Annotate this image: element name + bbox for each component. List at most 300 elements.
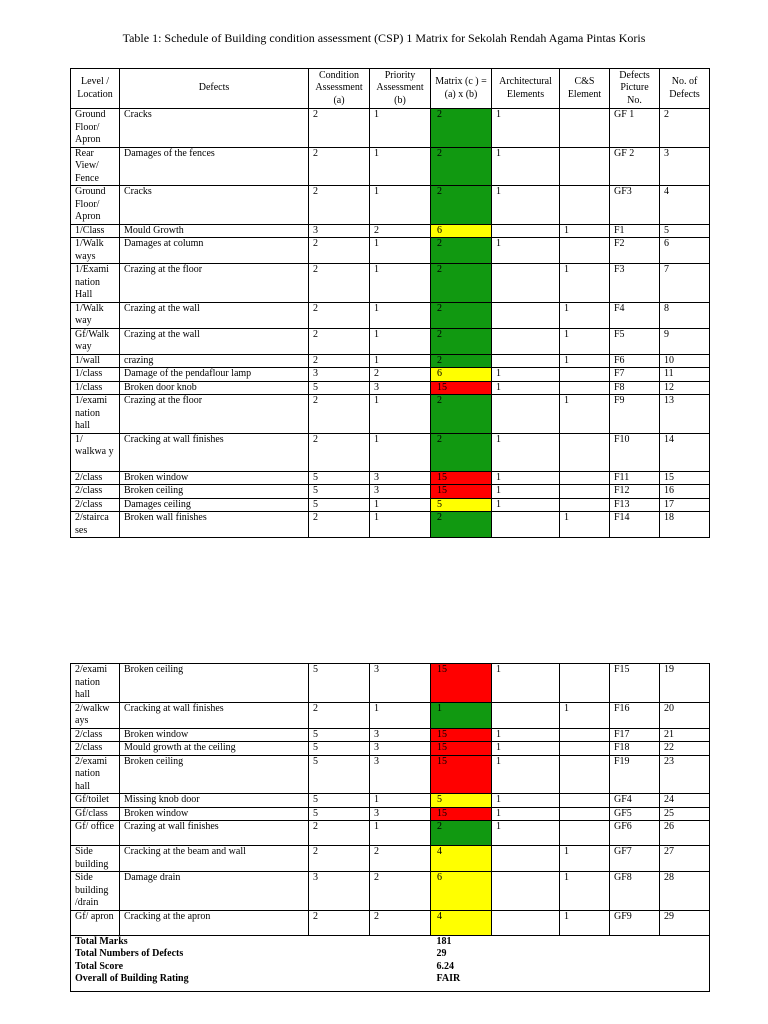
- location-cell: 2/class: [71, 485, 120, 499]
- number-cell: 19: [660, 664, 710, 703]
- matrix-cell: 6: [431, 224, 492, 238]
- condition-cell: 3: [309, 872, 370, 911]
- picture-cell: F10: [610, 433, 660, 471]
- location-cell: 2/exami nation hall: [71, 755, 120, 794]
- location-cell: 1/wall: [71, 354, 120, 368]
- location-cell: Gf/toilet: [71, 794, 120, 808]
- table-row: [71, 354, 710, 368]
- totals-blank: [492, 948, 710, 961]
- defect-cell: Mould Growth: [120, 224, 309, 238]
- table-row: [71, 395, 710, 434]
- architectural-cell: 1: [492, 755, 560, 794]
- priority-cell: 1: [370, 354, 431, 368]
- table-row: [71, 109, 710, 148]
- architectural-cell: 1: [492, 728, 560, 742]
- table-row: [71, 742, 710, 756]
- number-cell: 14: [660, 433, 710, 471]
- condition-cell: 5: [309, 485, 370, 499]
- architectural-cell: [492, 702, 560, 728]
- matrix-cell: 2: [431, 302, 492, 328]
- matrix-cell: 15: [431, 755, 492, 794]
- priority-cell: 2: [370, 368, 431, 382]
- table-row: [71, 512, 710, 538]
- picture-cell: F15: [610, 664, 660, 703]
- condition-cell: 2: [309, 264, 370, 303]
- architectural-cell: 1: [492, 485, 560, 499]
- priority-cell: 3: [370, 485, 431, 499]
- location-cell: Gf/ office: [71, 821, 120, 846]
- location-cell: 1/Class: [71, 224, 120, 238]
- picture-cell: F6: [610, 354, 660, 368]
- totals-value: 181: [431, 935, 492, 948]
- location-cell: 1/class: [71, 368, 120, 382]
- priority-cell: 1: [370, 186, 431, 225]
- condition-cell: 5: [309, 742, 370, 756]
- defect-cell: Broken ceiling: [120, 755, 309, 794]
- location-cell: 2/class: [71, 742, 120, 756]
- matrix-cell: 15: [431, 728, 492, 742]
- picture-cell: F7: [610, 368, 660, 382]
- condition-cell: 2: [309, 186, 370, 225]
- cs-cell: [560, 742, 610, 756]
- condition-cell: 2: [309, 147, 370, 186]
- matrix-cell: 2: [431, 238, 492, 264]
- matrix-cell: 2: [431, 395, 492, 434]
- table-row: [71, 224, 710, 238]
- condition-cell: 5: [309, 381, 370, 395]
- priority-cell: 1: [370, 109, 431, 148]
- number-cell: 18: [660, 512, 710, 538]
- architectural-cell: 1: [492, 147, 560, 186]
- picture-cell: F14: [610, 512, 660, 538]
- priority-cell: 3: [370, 664, 431, 703]
- cs-cell: [560, 147, 610, 186]
- condition-cell: 5: [309, 664, 370, 703]
- header-architectural: Architectural Elements: [492, 69, 560, 109]
- defect-cell: Crazing at the floor: [120, 264, 309, 303]
- location-cell: 1/Exami nation Hall: [71, 264, 120, 303]
- defect-cell: Damages of the fences: [120, 147, 309, 186]
- defect-cell: Damage drain: [120, 872, 309, 911]
- number-cell: 13: [660, 395, 710, 434]
- picture-cell: F4: [610, 302, 660, 328]
- totals-blank: [492, 935, 710, 948]
- priority-cell: 1: [370, 147, 431, 186]
- number-cell: 21: [660, 728, 710, 742]
- matrix-cell: 5: [431, 794, 492, 808]
- condition-cell: 2: [309, 302, 370, 328]
- priority-cell: 1: [370, 264, 431, 303]
- location-cell: Gf/Walk way: [71, 328, 120, 354]
- location-cell: 1/exami nation hall: [71, 395, 120, 434]
- number-cell: 10: [660, 354, 710, 368]
- picture-cell: F19: [610, 755, 660, 794]
- table-caption: Table 1: Schedule of Building condition assessment (CSP) 1 Matrix for Sekolah Rendah Agama Pintas Koris: [122, 31, 646, 45]
- picture-cell: F12: [610, 485, 660, 499]
- priority-cell: 1: [370, 702, 431, 728]
- number-cell: 27: [660, 846, 710, 872]
- architectural-cell: 1: [492, 807, 560, 821]
- number-cell: 11: [660, 368, 710, 382]
- totals-value: 29: [436, 948, 447, 959]
- table-row: [71, 872, 710, 911]
- header-condition: Condition Assessment (a): [309, 69, 370, 109]
- number-cell: 12: [660, 381, 710, 395]
- priority-cell: 2: [370, 224, 431, 238]
- table-row: [71, 485, 710, 499]
- architectural-cell: 1: [492, 794, 560, 808]
- header-defects: Defects: [120, 69, 309, 109]
- cs-cell: 1: [560, 702, 610, 728]
- condition-cell: 2: [309, 512, 370, 538]
- location-cell: Ground Floor/ Apron: [71, 109, 120, 148]
- cs-cell: [560, 755, 610, 794]
- location-cell: Gf/ apron: [71, 910, 120, 935]
- totals-section: [71, 935, 710, 991]
- picture-cell: F9: [610, 395, 660, 434]
- table-row: [71, 147, 710, 186]
- matrix-cell: 2: [431, 264, 492, 303]
- priority-cell: 1: [370, 302, 431, 328]
- picture-cell: F16: [610, 702, 660, 728]
- matrix-cell: 2: [431, 821, 492, 846]
- priority-cell: 2: [370, 872, 431, 911]
- picture-cell: F11: [610, 471, 660, 485]
- architectural-cell: [492, 846, 560, 872]
- table-row: [71, 264, 710, 303]
- cs-cell: 1: [560, 224, 610, 238]
- defect-cell: Broken wall finishes: [120, 512, 309, 538]
- table-row: [71, 821, 710, 846]
- cs-cell: [560, 728, 610, 742]
- picture-cell: F1: [610, 224, 660, 238]
- matrix-cell: 15: [431, 664, 492, 703]
- cs-cell: [560, 485, 610, 499]
- architectural-cell: 1: [492, 368, 560, 382]
- condition-cell: 5: [309, 794, 370, 808]
- priority-cell: 3: [370, 807, 431, 821]
- number-cell: 22: [660, 742, 710, 756]
- condition-cell: 2: [309, 238, 370, 264]
- location-cell: 1/class: [71, 381, 120, 395]
- matrix-cell: 6: [431, 872, 492, 911]
- header-row: [71, 69, 710, 109]
- totals-label: Total Marks: [71, 935, 431, 948]
- priority-cell: 1: [370, 238, 431, 264]
- defect-cell: Crazing at the floor: [120, 395, 309, 434]
- location-cell: Rear View/ Fence: [71, 147, 120, 186]
- architectural-cell: [492, 328, 560, 354]
- picture-cell: GF5: [610, 807, 660, 821]
- assessment-table-bottom: [70, 663, 710, 992]
- priority-cell: 1: [370, 498, 431, 512]
- cs-cell: [560, 186, 610, 225]
- cs-cell: 1: [560, 512, 610, 538]
- location-cell: Side building /drain: [71, 872, 120, 911]
- location-cell: 2/walkw ays: [71, 702, 120, 728]
- cs-cell: 1: [560, 395, 610, 434]
- condition-cell: 2: [309, 702, 370, 728]
- table-row: [71, 471, 710, 485]
- header-picture: Defects Picture No.: [610, 69, 660, 109]
- architectural-cell: [492, 224, 560, 238]
- condition-cell: 2: [309, 395, 370, 434]
- totals-label: Total Score: [71, 961, 431, 974]
- number-cell: 4: [660, 186, 710, 225]
- architectural-cell: 1: [492, 109, 560, 148]
- location-cell: 1/Walk ways: [71, 238, 120, 264]
- number-cell: 20: [660, 702, 710, 728]
- defect-cell: Broken ceiling: [120, 664, 309, 703]
- table-row: [71, 702, 710, 728]
- condition-cell: 2: [309, 821, 370, 846]
- architectural-cell: 1: [492, 238, 560, 264]
- totals-row: [71, 935, 710, 948]
- condition-cell: 2: [309, 109, 370, 148]
- cs-cell: [560, 821, 610, 846]
- condition-cell: 5: [309, 807, 370, 821]
- location-cell: 2/exami nation hall: [71, 664, 120, 703]
- architectural-cell: [492, 354, 560, 368]
- matrix-cell: 2: [431, 433, 492, 471]
- picture-cell: F13: [610, 498, 660, 512]
- picture-cell: F2: [610, 238, 660, 264]
- number-cell: 17: [660, 498, 710, 512]
- number-cell: 25: [660, 807, 710, 821]
- matrix-cell: 15: [431, 381, 492, 395]
- defect-cell: Broken window: [120, 728, 309, 742]
- number-cell: 3: [660, 147, 710, 186]
- number-cell: 8: [660, 302, 710, 328]
- number-cell: 2: [660, 109, 710, 148]
- priority-cell: 1: [370, 328, 431, 354]
- picture-cell: F3: [610, 264, 660, 303]
- condition-cell: 3: [309, 224, 370, 238]
- condition-cell: 2: [309, 328, 370, 354]
- table-row: [71, 664, 710, 703]
- cs-cell: [560, 433, 610, 471]
- condition-cell: 3: [309, 368, 370, 382]
- picture-cell: F17: [610, 728, 660, 742]
- matrix-cell: 15: [431, 471, 492, 485]
- matrix-cell: 1: [431, 702, 492, 728]
- priority-cell: 2: [370, 910, 431, 935]
- totals-blank: [492, 961, 710, 974]
- condition-cell: 5: [309, 471, 370, 485]
- condition-cell: 5: [309, 728, 370, 742]
- cs-cell: [560, 807, 610, 821]
- architectural-cell: [492, 395, 560, 434]
- picture-cell: GF4: [610, 794, 660, 808]
- header-location: Level / Location: [71, 69, 120, 109]
- architectural-cell: [492, 872, 560, 911]
- header-priority: Priority Assessment (b): [370, 69, 431, 109]
- totals-row: [71, 973, 710, 991]
- priority-cell: 1: [370, 794, 431, 808]
- assessment-table-top: [70, 68, 710, 538]
- condition-cell: 2: [309, 354, 370, 368]
- defect-cell: Crazing at the wall: [120, 328, 309, 354]
- matrix-cell: 15: [431, 485, 492, 499]
- priority-cell: 2: [370, 846, 431, 872]
- defect-cell: Damage of the pendaflour lamp: [120, 368, 309, 382]
- location-cell: Gf/class: [71, 807, 120, 821]
- matrix-cell: 2: [431, 354, 492, 368]
- priority-cell: 3: [370, 755, 431, 794]
- architectural-cell: [492, 264, 560, 303]
- defect-cell: Crazing at wall finishes: [120, 821, 309, 846]
- number-cell: 24: [660, 794, 710, 808]
- number-cell: 5: [660, 224, 710, 238]
- defect-cell: Missing knob door: [120, 794, 309, 808]
- cs-cell: [560, 381, 610, 395]
- cs-cell: 1: [560, 354, 610, 368]
- totals-label: Total Numbers of Defects: [71, 948, 431, 961]
- number-cell: 7: [660, 264, 710, 303]
- number-cell: 15: [660, 471, 710, 485]
- condition-cell: 2: [309, 846, 370, 872]
- architectural-cell: 1: [492, 471, 560, 485]
- header-number: No. of Defects: [660, 69, 710, 109]
- defect-cell: Damages at column: [120, 238, 309, 264]
- table-row: [71, 238, 710, 264]
- architectural-cell: [492, 910, 560, 935]
- priority-cell: 1: [370, 395, 431, 434]
- header-matrix: Matrix (c ) = (a) x (b): [431, 69, 492, 109]
- table-row: [71, 728, 710, 742]
- number-cell: 16: [660, 485, 710, 499]
- defect-cell: Broken door knob: [120, 381, 309, 395]
- defect-cell: Broken window: [120, 471, 309, 485]
- matrix-cell: 2: [431, 109, 492, 148]
- architectural-cell: 1: [492, 433, 560, 471]
- matrix-cell: 4: [431, 910, 492, 935]
- matrix-cell: 4: [431, 846, 492, 872]
- location-cell: 2/class: [71, 498, 120, 512]
- defect-cell: Cracking at wall finishes: [120, 702, 309, 728]
- priority-cell: 1: [370, 512, 431, 538]
- priority-cell: 3: [370, 742, 431, 756]
- location-cell: 1/ walkwa y: [71, 433, 120, 471]
- number-cell: 26: [660, 821, 710, 846]
- totals-row: [71, 961, 710, 974]
- matrix-cell: 2: [431, 512, 492, 538]
- architectural-cell: 1: [492, 186, 560, 225]
- table-row: [71, 498, 710, 512]
- table-row: [71, 807, 710, 821]
- matrix-cell: 2: [431, 186, 492, 225]
- condition-cell: 2: [309, 910, 370, 935]
- table-row: [71, 186, 710, 225]
- totals-value: 6.24: [436, 960, 454, 972]
- location-cell: 2/class: [71, 728, 120, 742]
- priority-cell: 3: [370, 728, 431, 742]
- cs-cell: [560, 794, 610, 808]
- table-body-bottom: [71, 664, 710, 936]
- defect-cell: Broken ceiling: [120, 485, 309, 499]
- number-cell: 6: [660, 238, 710, 264]
- matrix-cell: 15: [431, 807, 492, 821]
- matrix-cell: 5: [431, 498, 492, 512]
- number-cell: 29: [660, 910, 710, 935]
- architectural-cell: 1: [492, 664, 560, 703]
- table-row: [71, 368, 710, 382]
- picture-cell: GF8: [610, 872, 660, 911]
- architectural-cell: 1: [492, 381, 560, 395]
- defect-cell: Damages ceiling: [120, 498, 309, 512]
- matrix-cell: 6: [431, 368, 492, 382]
- matrix-cell: 2: [431, 328, 492, 354]
- cs-cell: 1: [560, 302, 610, 328]
- architectural-cell: 1: [492, 742, 560, 756]
- matrix-cell: 15: [431, 742, 492, 756]
- totals-value: FAIR: [431, 973, 492, 991]
- cs-cell: [560, 109, 610, 148]
- picture-cell: GF6: [610, 821, 660, 846]
- defect-cell: Mould growth at the ceiling: [120, 742, 309, 756]
- architectural-cell: 1: [492, 498, 560, 512]
- architectural-cell: 1: [492, 821, 560, 846]
- defect-cell: Cracking at the beam and wall: [120, 846, 309, 872]
- totals-label: Overall of Building Rating: [71, 973, 431, 991]
- number-cell: 23: [660, 755, 710, 794]
- cs-cell: [560, 664, 610, 703]
- architectural-cell: [492, 512, 560, 538]
- condition-cell: 5: [309, 498, 370, 512]
- priority-cell: 1: [370, 821, 431, 846]
- table-row: [71, 302, 710, 328]
- condition-cell: 5: [309, 755, 370, 794]
- picture-cell: GF3: [610, 186, 660, 225]
- condition-cell: 2: [309, 433, 370, 471]
- defect-cell: Broken window: [120, 807, 309, 821]
- location-cell: 1/Walk way: [71, 302, 120, 328]
- table-row: [71, 846, 710, 872]
- number-cell: 9: [660, 328, 710, 354]
- table-row: [71, 381, 710, 395]
- cs-cell: [560, 498, 610, 512]
- table-row: [71, 328, 710, 354]
- defect-cell: crazing: [120, 354, 309, 368]
- architectural-cell: [492, 302, 560, 328]
- picture-cell: F5: [610, 328, 660, 354]
- cs-cell: 1: [560, 846, 610, 872]
- picture-cell: F18: [610, 742, 660, 756]
- location-cell: 2/class: [71, 471, 120, 485]
- location-cell: Ground Floor/ Apron: [71, 186, 120, 225]
- cs-cell: [560, 471, 610, 485]
- table-row: [71, 910, 710, 935]
- defect-cell: Crazing at the wall: [120, 302, 309, 328]
- location-cell: 2/stairca ses: [71, 512, 120, 538]
- defect-cell: Cracks: [120, 109, 309, 148]
- picture-cell: GF 1: [610, 109, 660, 148]
- defect-cell: Cracking at wall finishes: [120, 433, 309, 471]
- picture-cell: F8: [610, 381, 660, 395]
- header-cs: C&S Element: [560, 69, 610, 109]
- priority-cell: 1: [370, 433, 431, 471]
- picture-cell: GF7: [610, 846, 660, 872]
- cs-cell: 1: [560, 328, 610, 354]
- defect-cell: Cracks: [120, 186, 309, 225]
- cs-cell: 1: [560, 264, 610, 303]
- cs-cell: [560, 368, 610, 382]
- location-cell: Side building: [71, 846, 120, 872]
- table-row: [71, 755, 710, 794]
- table-body-top: [71, 109, 710, 538]
- matrix-cell: 2: [431, 147, 492, 186]
- priority-cell: 3: [370, 381, 431, 395]
